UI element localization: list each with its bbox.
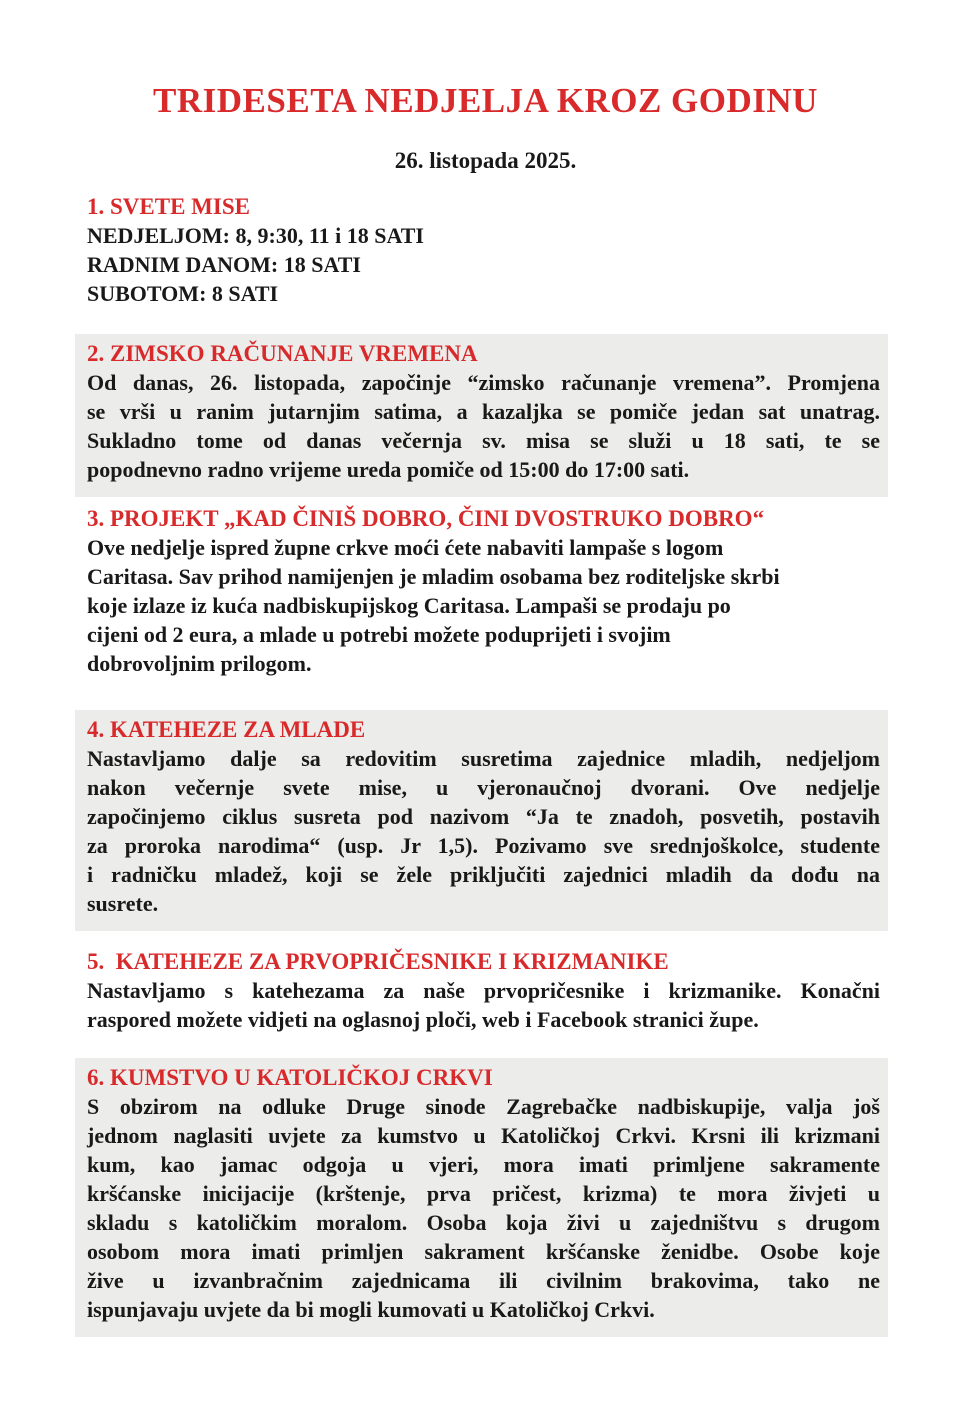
body-line: NEDJELJOM: 8, 9:30, 11 i 18 SATI [87,223,424,248]
section-heading: 5. KATEHEZE ZA PRVOPRIČESNIKE I KRIZMANIKE [87,949,669,974]
section-heading: 2. ZIMSKO RAČUNANJE VREMENA [87,341,478,366]
body-line: i radničku mladež, koji se žele priključiti zajednici mladih da dođu na [87,862,880,887]
body-line: ispunjavaju uvjete da bi mogli kumovati u Katoličkoj Crkvi. [87,1297,655,1322]
body-line: dobrovoljnim prilogom. [87,651,312,676]
section-heading: 1. SVETE MISE [87,194,250,219]
body-line: raspored možete vidjeti na oglasnoj ploči, web i Facebook stranici župe. [87,1007,759,1032]
section-body [87,976,880,1034]
body-line: Ove nedjelje ispred župne crkve moći ćete nabaviti lampaše s logom [87,535,724,560]
body-line: RADNIM DANOM: 18 SATI [87,252,361,277]
section-heading: 6. KUMSTVO U KATOLIČKOJ CRKVI [87,1065,493,1090]
body-line: cijeni od 2 eura, a mlade u potrebi možete poduprijeti i svojim [87,622,671,647]
section [75,334,888,497]
page-title: TRIDESETA NEDJELJA KROZ GODINU [153,81,818,120]
body-line: se vrši u ranim jutarnjim satima, a kazaljka se pomiče jedan sat unatrag. [87,399,880,424]
sections [75,192,888,1337]
body-line: Nastavljamo dalje sa redovitim susretima zajednice mladih, nedjeljom [87,746,880,771]
body-line: Od danas, 26. listopada, započinje “zimsko računanje vremena”. Promjena [87,370,880,395]
body-line: S obzirom na odluke Druge sinode Zagrebačke nadbiskupije, valja još [87,1094,880,1119]
section-heading: 3. PROJEKT „KAD ČINIŠ DOBRO, ČINI DVOSTRUKO DOBRO“ [87,506,765,531]
section-heading: 4. KATEHEZE ZA MLADE [87,717,366,742]
body-line: nakon večernje svete mise, u vjeronaučnoj dvorani. Ove nedjelje [87,775,880,800]
section [75,504,888,678]
section-body [87,533,880,678]
body-line: osobom mora imati primljen sakrament kršćanske ženidbe. Osobe koje [87,1239,880,1264]
body-line: za proroka narodima“ (usp. Jr 1,5). Pozivamo sve srednjoškolce, studente [87,833,880,858]
section [75,710,888,931]
body-line: kum, kao jamac odgoja u vjeri, mora imati primljene sakramente [87,1152,880,1177]
section [75,192,888,308]
section [75,947,888,1034]
section-body [87,221,880,308]
body-line: Sukladno tome od danas večernja sv. misa se služi u 18 sati, te se [87,428,880,453]
body-line: popodnevno radno vrijeme ureda pomiče od 15:00 do 17:00 sati. [87,457,690,482]
body-line: započinjemo ciklus susreta pod nazivom “Ja te znadoh, posvetih, postavih [87,804,880,829]
body-line: susrete. [87,891,159,916]
body-line: kršćanske inicijacije (krštenje, prva pričest, krizma) te mora živjeti u [87,1181,880,1206]
body-line: Caritasa. Sav prihod namijenjen je mladim osobama bez roditeljske skrbi [87,564,780,589]
section-body [87,368,880,484]
body-line: Nastavljamo s katehezama za naše prvopričesnike i krizmanike. Konačni [87,978,880,1003]
date-line: 26. listopada 2025. [394,148,577,173]
body-line: SUBOTOM: 8 SATI [87,281,279,306]
section [75,1058,888,1337]
body-line: žive u izvanbračnim zajednicama ili civilnim brakovima, tako ne [87,1268,880,1293]
section-body [87,744,880,918]
body-line: koje izlaze iz kuća nadbiskupijskog Caritasa. Lampaši se prodaju po [87,593,731,618]
body-line: jednom naglasiti uvjete za kumstvo u Katoličkoj Crkvi. Krsni ili krizmani [87,1123,880,1148]
body-line: skladu s katoličkim moralom. Osoba koja živi u zajedništvu s drugom [87,1210,880,1235]
section-body [87,1092,880,1324]
